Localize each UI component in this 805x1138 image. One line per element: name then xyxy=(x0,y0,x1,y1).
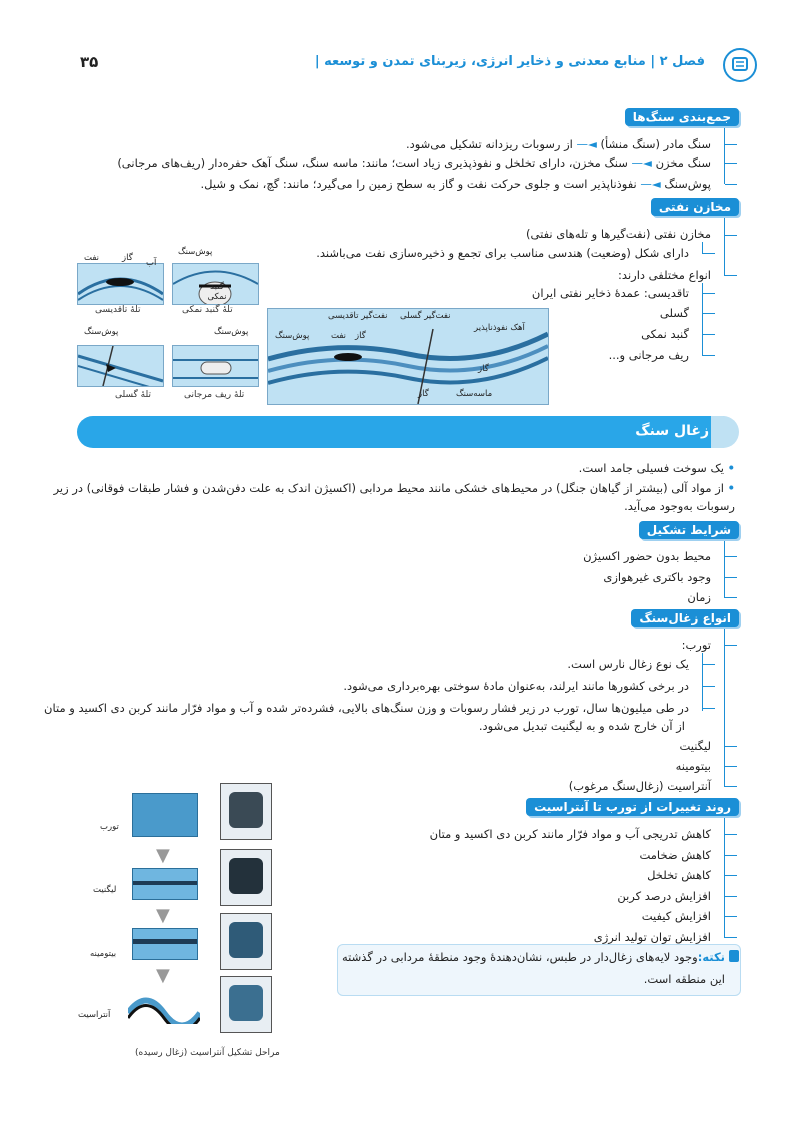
fig-label: آب xyxy=(146,258,157,268)
coal-bullet-continuation: رسوبات به‌وجود می‌آید. xyxy=(624,499,735,513)
coal-type: آنتراسیت (زغال‌سنگ مرغوب) xyxy=(568,779,711,793)
transformation-item: افزایش درصد کربن xyxy=(617,889,711,903)
anthracite-block xyxy=(128,988,200,1024)
coal-type-peat: تورب: xyxy=(681,638,711,652)
coal-type: بیتومینه xyxy=(675,759,711,773)
coal-banner-title: زغال سنگ xyxy=(635,423,709,439)
page-number: ۳۵ xyxy=(80,53,99,71)
rock-classification-title: جمع‌بندی سنگ‌ها xyxy=(625,108,739,126)
fig-label: گاز xyxy=(355,331,366,341)
fig-label: پوش‌سنگ xyxy=(275,331,310,341)
stage-label: لیگنیت xyxy=(93,885,117,895)
fig-label: پوش‌سنگ xyxy=(84,327,119,337)
coal-bullet: • از مواد آلی (بیشتر از گیاهان جنگل) در محیط‌های خشکی مانند محیط مردابی (اکسیژن اندک به علت دفن‌شدن و فشار طبقات فوقانی) در زیر xyxy=(53,481,735,495)
stage-label: تورب xyxy=(100,822,119,832)
peat-block xyxy=(132,793,198,837)
down-arrow-icon: ▼ xyxy=(156,845,170,866)
chapter-title: منابع معدنی و ذخایر انرژی، زیربنای تمدن و توسعه xyxy=(324,54,646,69)
fig-label: نفت xyxy=(84,253,100,263)
coal-banner-cap xyxy=(711,416,739,448)
stage-label: بیتومینه xyxy=(90,949,117,959)
oil-reservoirs-title: مخازن نفتی xyxy=(651,198,739,216)
fig-label: نفت‌گیر تاقدیسی xyxy=(328,311,388,321)
reservoir-line: انواع مختلفی دارند: xyxy=(618,268,711,282)
fig-label: آهک نفوذناپذیر xyxy=(474,323,525,333)
stage-label: آنتراسیت xyxy=(78,1010,111,1020)
transformation-item: کاهش ضخامت xyxy=(639,848,711,862)
condition-item: وجود باکتری غیرهوازی xyxy=(603,570,711,584)
coal-figure-caption: مراحل تشکیل آنتراسیت (زغال رسیده) xyxy=(135,1048,280,1058)
fig-label: ماسه‌سنگ xyxy=(456,389,493,399)
down-arrow-icon: ▼ xyxy=(156,905,170,926)
fault-caption: تلهٔ گسلی xyxy=(115,390,151,400)
note-icon xyxy=(729,950,739,962)
peat-detail: در طی میلیون‌ها سال، تورب در زیر فشار رسوبات و وزن سنگ‌های بالایی، فشرده‌تر شده و آب و مواد فرّار مانند کربن دی اکسید و متان xyxy=(44,701,689,715)
anticline-caption: تلهٔ تاقدیسی xyxy=(95,305,141,315)
fig-label: گنبد نمکی xyxy=(207,282,227,302)
coal-stages-figure xyxy=(120,783,280,1043)
transformation-item: کاهش تخلخل xyxy=(647,868,711,882)
lignite-block xyxy=(132,868,198,900)
note-line: نکته:وجود لایه‌های زغال‌دار در طبس، نشان‌دهندهٔ وجود منطقهٔ مردابی در گذشته xyxy=(342,950,725,964)
anticline-trap-figure xyxy=(77,263,164,305)
reservoir-line: مخازن نفتی (نفت‌گیرها و تله‌های نفتی) xyxy=(526,227,711,241)
logo-icon xyxy=(723,48,757,82)
reservoir-type: تاقدیسی: عمدهٔ ذخایر نفتی ایران xyxy=(531,286,689,300)
chapter-number: فصل ۲ xyxy=(659,54,705,69)
bituminous-sample xyxy=(220,913,272,970)
fig-label: گاز xyxy=(478,364,489,374)
down-arrow-icon: ▼ xyxy=(156,965,170,986)
lignite-sample xyxy=(220,849,272,906)
anthracite-sample xyxy=(220,976,272,1033)
fig-label: گاز xyxy=(122,253,133,263)
fig-label: پوش‌سنگ xyxy=(214,327,249,337)
formation-conditions-title: شرایط تشکیل xyxy=(639,521,739,539)
reservoir-type: ریف مرجانی و... xyxy=(608,348,689,362)
transformation-item: افزایش توان تولید انرژی xyxy=(593,930,711,944)
rock-item: سنگ مخزن ◄— سنگ مخزن، دارای تخلخل و نفوذپذیری زیاد است؛ مانند: ماسه سنگ، سنگ آهک حفره‌دار (ریف‌های مرجانی) xyxy=(117,156,711,170)
fig-label: نفت xyxy=(331,331,347,341)
reservoir-type: گنبد نمکی xyxy=(641,327,689,341)
rock-item: سنگ مادر (سنگ منشأ) ◄— از رسوبات ریزدانه تشکیل می‌شود. xyxy=(405,137,711,151)
peat-sample xyxy=(220,783,272,840)
coal-type: لیگنیت xyxy=(679,739,711,753)
coal-types-title: انواع زغال‌سنگ xyxy=(631,609,739,627)
fig-label: نفت‌گیر گسلی xyxy=(400,311,451,321)
reef-trap-figure xyxy=(172,345,259,387)
condition-item: محیط بدون حضور اکسیژن xyxy=(583,549,711,563)
note-line: این منطقه است. xyxy=(643,972,725,986)
transformation-title: روند تغییرات از تورب تا آنتراسیت xyxy=(526,798,739,816)
peat-detail: از آن خارج شده و به لیگنیت تبدیل می‌شود. xyxy=(478,719,685,733)
condition-item: زمان xyxy=(687,590,711,604)
fig-label: گاز xyxy=(418,389,429,399)
rock-item: پوش‌سنگ ◄— نفوذناپذیر است و جلوی حرکت نفت و گاز به سطح زمین را می‌گیرد؛ مانند: گچ، نمک و شیل. xyxy=(200,177,711,191)
fault-trap-figure xyxy=(77,345,164,387)
coal-bullet: • یک سوخت فسیلی جامد است. xyxy=(578,461,735,475)
transformation-item: کاهش تدریجی آب و مواد فرّار مانند کربن دی اکسید و متان xyxy=(429,827,711,841)
chapter-header: فصل ۲ | منابع معدنی و ذخایر انرژی، زیربنای تمدن و توسعه | xyxy=(314,54,705,69)
reservoir-type: گسلی xyxy=(659,306,689,320)
fig-label: پوش‌سنگ xyxy=(178,247,213,257)
peat-detail: در برخی کشورها مانند ایرلند، به‌عنوان مادهٔ سوختی بهره‌برداری می‌شود. xyxy=(343,679,689,693)
peat-detail: یک نوع زغال نارس است. xyxy=(567,657,689,671)
transformation-item: افزایش کیفیت xyxy=(641,909,711,923)
reef-caption: تلهٔ ریف مرجانی xyxy=(184,390,245,400)
salt-dome-caption: تلهٔ گنبد نمکی xyxy=(182,305,233,315)
reservoir-line: دارای شکل (وضعیت) هندسی مناسب برای تجمع و ذخیره‌سازی نفت می‌باشند. xyxy=(316,246,689,260)
bituminous-block xyxy=(132,928,198,960)
